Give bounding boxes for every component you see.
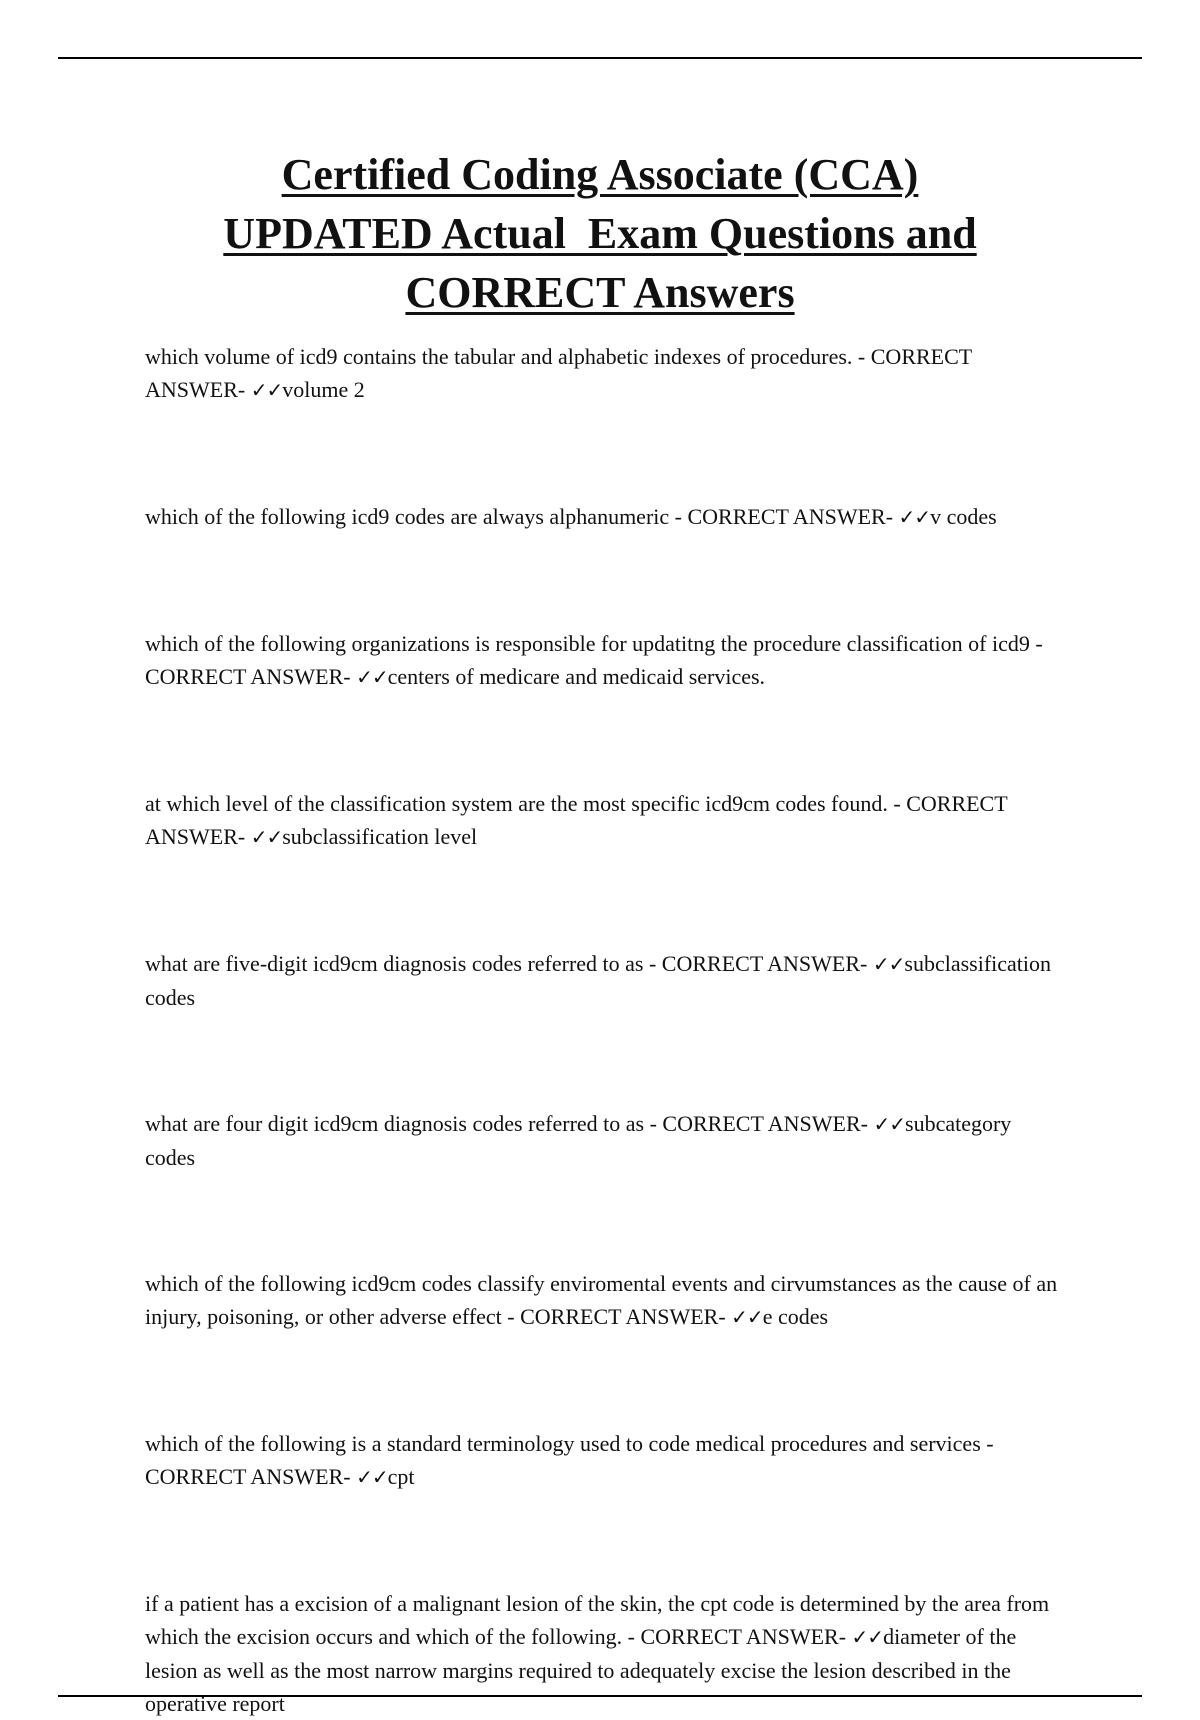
question-text: at which level of the classification system are the most specific icd9cm codes found. - CORRECT ANSWER- bbox=[145, 791, 1008, 849]
answer-text: subclassification level bbox=[282, 824, 478, 849]
double-check-icon: ✓✓ bbox=[873, 1112, 906, 1136]
answer-text: v codes bbox=[930, 504, 997, 529]
qa-item-3 bbox=[145, 627, 1065, 694]
double-check-icon: ✓✓ bbox=[250, 378, 283, 402]
answer-text: cpt bbox=[387, 1464, 415, 1489]
document-title bbox=[100, 145, 1100, 322]
answer-text: subclassification codes bbox=[145, 951, 1052, 1010]
title-line-1: Certified Coding Associate (CCA) bbox=[281, 150, 919, 199]
double-check-icon: ✓✓ bbox=[250, 825, 283, 849]
double-check-icon: ✓✓ bbox=[356, 1465, 388, 1489]
double-check-icon: ✓✓ bbox=[872, 952, 905, 976]
qa-item-1 bbox=[145, 340, 1065, 407]
answer-text: centers of medicare and medicaid services. bbox=[387, 664, 766, 689]
question-text: which of the following icd9cm codes classify enviromental events and cirvumstances as the cause of an injury, poisoning, or other adverse effect - CORRECT ANSWER- bbox=[145, 1271, 1058, 1329]
double-check-icon: ✓✓ bbox=[898, 505, 931, 529]
bottom-rule bbox=[58, 1695, 1142, 1697]
answer-text: volume 2 bbox=[282, 377, 365, 402]
answer-text: diameter of the lesion as well as the most narrow margins required to adequately excise the lesion described in the operative report bbox=[145, 1624, 1017, 1716]
qa-item-4 bbox=[145, 787, 1065, 854]
qa-item-7 bbox=[145, 1267, 1065, 1334]
qa-item-6 bbox=[145, 1107, 1065, 1174]
qa-list bbox=[145, 340, 1065, 1720]
question-text: what are five-digit icd9cm diagnosis codes referred to as - CORRECT ANSWER- bbox=[145, 951, 873, 976]
qa-item-9 bbox=[145, 1587, 1065, 1720]
top-rule bbox=[58, 57, 1142, 59]
qa-item-8 bbox=[145, 1427, 1065, 1494]
answer-text: e codes bbox=[762, 1304, 829, 1329]
question-text: which of the following is a standard terminology used to code medical procedures and services - CORRECT ANSWER- bbox=[145, 1431, 994, 1489]
qa-item-2 bbox=[145, 500, 1065, 534]
title-line-3: CORRECT Answers bbox=[405, 268, 795, 317]
double-check-icon: ✓✓ bbox=[851, 1625, 884, 1649]
double-check-icon: ✓✓ bbox=[356, 665, 388, 689]
question-text: which of the following icd9 codes are always alphanumeric - CORRECT ANSWER- bbox=[145, 504, 899, 529]
double-check-icon: ✓✓ bbox=[731, 1305, 763, 1329]
answer-text: subcategory codes bbox=[145, 1111, 1012, 1170]
qa-item-5 bbox=[145, 947, 1065, 1014]
question-text: which of the following organizations is responsible for updatitng the procedure classification of icd9 - CORRECT ANSWER- bbox=[145, 631, 1043, 689]
question-text: what are four digit icd9cm diagnosis codes referred to as - CORRECT ANSWER- bbox=[145, 1111, 874, 1136]
question-text: if a patient has a excision of a malignant lesion of the skin, the cpt code is determined by the area from which the excision occurs and which of the following. - CORRECT ANSWER- bbox=[145, 1591, 1050, 1649]
title-line-2: UPDATED Actual Exam Questions and bbox=[223, 209, 977, 258]
question-text: which volume of icd9 contains the tabular and alphabetic indexes of procedures. - CORRECT ANSWER- bbox=[145, 344, 972, 402]
